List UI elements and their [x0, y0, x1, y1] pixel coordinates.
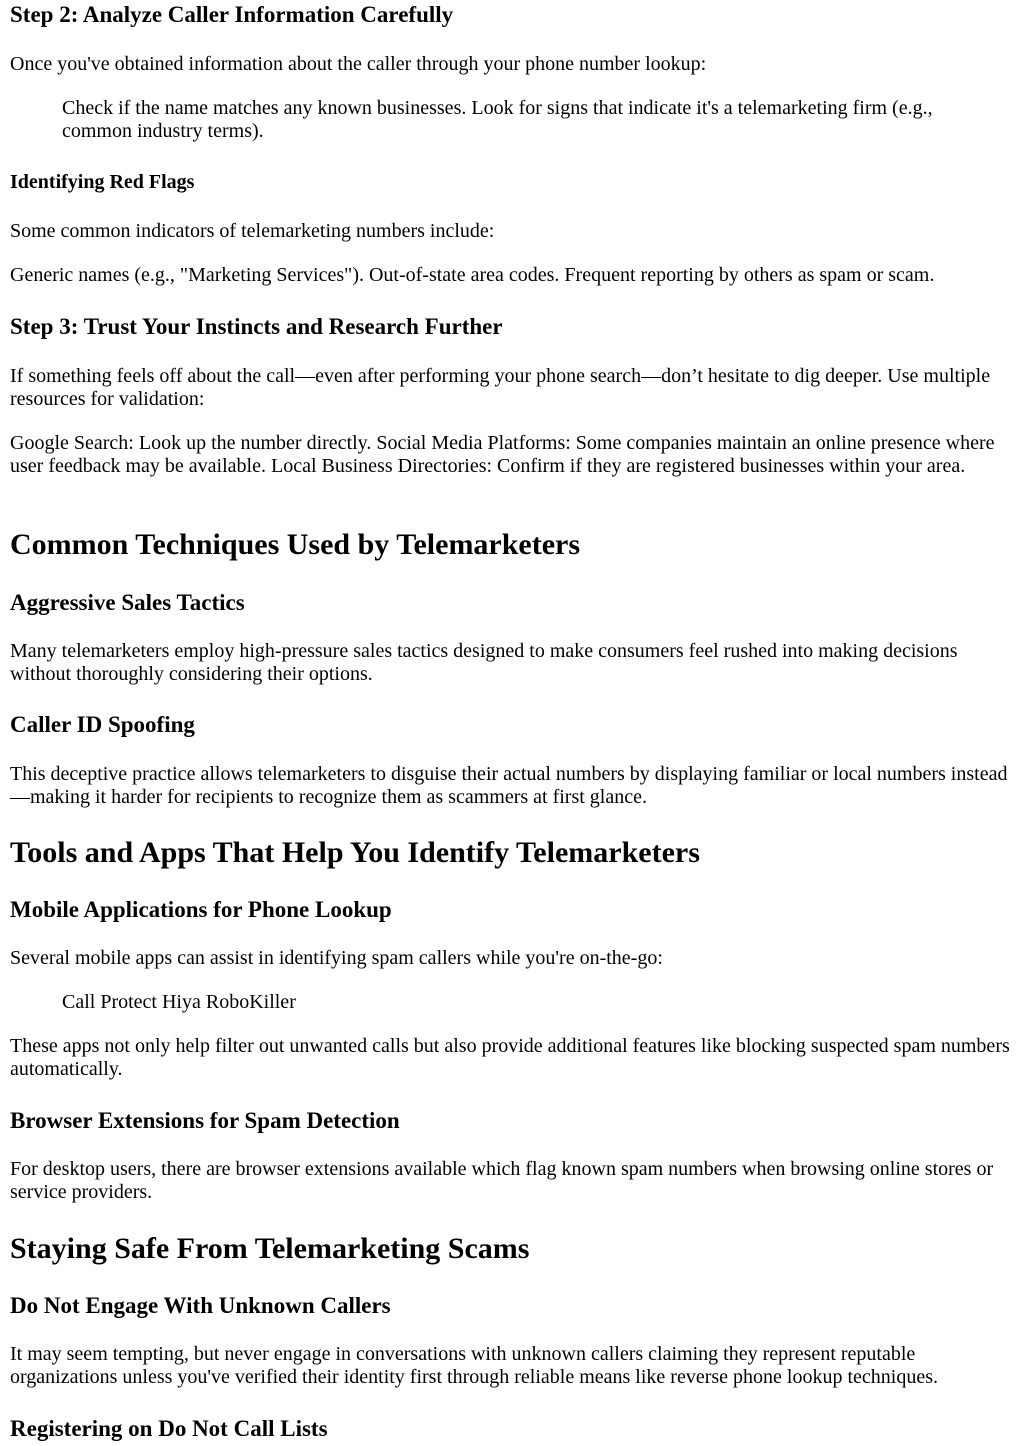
browser-heading: Browser Extensions for Spam Detection	[10, 1108, 400, 1133]
engage-heading: Do Not Engage With Unknown Callers	[10, 1293, 391, 1318]
red-flags-heading: Identifying Red Flags	[10, 171, 195, 193]
mobile-heading: Mobile Applications for Phone Lookup	[10, 897, 392, 922]
step3-resources: Google Search: Look up the number directly. Social Media Platforms: Some companies maintain an online presence where user feedback may be available. Local Business Directories: Confirm if they are registered businesses within your area.	[10, 432, 995, 477]
dnc-heading: Registering on Do Not Call Lists	[10, 1416, 328, 1441]
mobile-text: These apps not only help filter out unwanted calls but also provide additional features like blocking suspected spam numbers automatically.	[10, 1035, 1010, 1080]
aggressive-heading: Aggressive Sales Tactics	[10, 590, 245, 615]
mobile-intro: Several mobile apps can assist in identifying spam callers while you're on-the-go:	[10, 947, 663, 969]
spoofing-text: This deceptive practice allows telemarketers to disguise their actual numbers by displaying familiar or local numbers instead—making it harder for recipients to recognize them as scammers at first glance.	[10, 763, 1008, 808]
step2-intro: Once you've obtained information about the caller through your phone number lookup:	[10, 53, 707, 75]
tools-heading: Tools and Apps That Help You Identify Telemarketers	[10, 836, 700, 869]
red-flags-intro: Some common indicators of telemarketing numbers include:	[10, 220, 495, 242]
red-flags-list: Generic names (e.g., "Marketing Services"). Out-of-state area codes. Frequent reporting by others as spam or scam.	[10, 264, 935, 286]
techniques-heading: Common Techniques Used by Telemarketers	[10, 528, 581, 561]
step2-quote: Check if the name matches any known businesses. Look for signs that indicate it's a telemarketing firm (e.g., common industry terms).	[62, 97, 933, 142]
step2-heading: Step 2: Analyze Caller Information Carefully	[10, 2, 454, 27]
mobile-apps-list: Call Protect Hiya RoboKiller	[62, 991, 296, 1013]
browser-text: For desktop users, there are browser extensions available which flag known spam numbers when browsing online stores or service providers.	[10, 1158, 994, 1203]
step3-intro: If something feels off about the call—even after performing your phone search—don’t hesitate to dig deeper. Use multiple resources for validation:	[10, 365, 991, 410]
aggressive-text: Many telemarketers employ high-pressure sales tactics designed to make consumers feel rushed into making decisions without thoroughly considering their options.	[10, 640, 958, 685]
spoofing-heading: Caller ID Spoofing	[10, 712, 195, 737]
safety-heading: Staying Safe From Telemarketing Scams	[10, 1232, 530, 1265]
step3-heading: Step 3: Trust Your Instincts and Research Further	[10, 314, 503, 339]
engage-text: It may seem tempting, but never engage in conversations with unknown callers claiming they represent reputable organizations unless you've verified their identity first through reliable means like reverse phone lookup techniques.	[10, 1343, 938, 1388]
